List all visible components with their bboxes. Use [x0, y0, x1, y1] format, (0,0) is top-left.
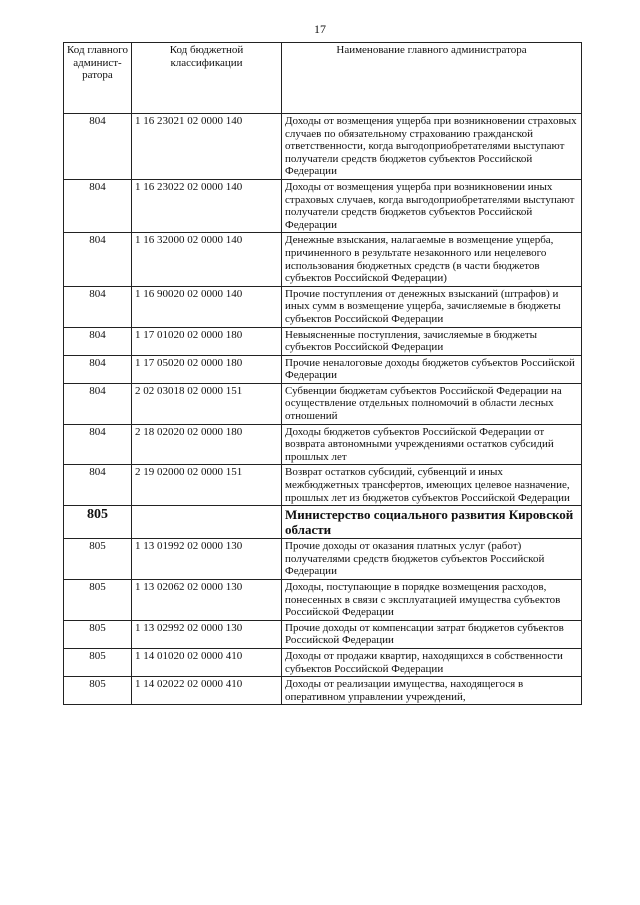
admin-name-cell: Доходы бюджетов субъектов Российской Федерации от возврата автономными учреждениями остатков субсидий прошлых лет: [282, 424, 582, 465]
table-row: [64, 233, 582, 286]
table-row: [64, 677, 582, 705]
admin-code-cell: 804: [64, 327, 132, 355]
admin-code-cell: 805: [64, 506, 132, 539]
admin-name-cell: Доходы, поступающие в порядке возмещения расходов, понесенных в связи с эксплуатацией имущества субъектов Российской Федерации: [282, 580, 582, 621]
table-row: [64, 355, 582, 383]
budget-code-cell: 1 14 01020 02 0000 410: [132, 648, 282, 676]
table-row: [64, 539, 582, 580]
admin-code-cell: 804: [64, 383, 132, 424]
admin-code-cell: 805: [64, 620, 132, 648]
admin-name-cell: Министерство социального развития Кировской области: [282, 506, 582, 539]
admin-code-cell: 804: [64, 233, 132, 286]
admin-name-cell: Невыясненные поступления, зачисляемые в бюджеты субъектов Российской Федерации: [282, 327, 582, 355]
budget-code-cell: 1 13 01992 02 0000 130: [132, 539, 282, 580]
admin-code-cell: 804: [64, 114, 132, 180]
table-row: [64, 465, 582, 506]
budget-code-cell: 1 13 02062 02 0000 130: [132, 580, 282, 621]
table-row: [64, 648, 582, 676]
table-row: [64, 179, 582, 232]
admin-name-cell: Доходы от продажи квартир, находящихся в собственности субъектов Российской Федерации: [282, 648, 582, 676]
budget-code-cell: 1 17 05020 02 0000 180: [132, 355, 282, 383]
admin-name-cell: Денежные взыскания, налагаемые в возмещение ущерба, причиненного в результате незаконного или нецелевого использования бюджетных средств (в части бюджетов субъектов Российской Федерации): [282, 233, 582, 286]
admin-code-cell: 805: [64, 539, 132, 580]
admin-code-cell: 805: [64, 580, 132, 621]
budget-code-cell: 1 13 02992 02 0000 130: [132, 620, 282, 648]
budget-code-cell: 1 16 32000 02 0000 140: [132, 233, 282, 286]
admin-name-cell: Субвенции бюджетам субъектов Российской Федерации на осуществление отдельных полномочий в области лесных отношений: [282, 383, 582, 424]
admin-name-cell: Доходы от реализации имущества, находящегося в оперативном управлении учреждений,: [282, 677, 582, 705]
budget-code-cell: 2 18 02020 02 0000 180: [132, 424, 282, 465]
budget-code-cell: 1 14 02022 02 0000 410: [132, 677, 282, 705]
budget-code-cell: 1 16 23022 02 0000 140: [132, 179, 282, 232]
table-row: [64, 383, 582, 424]
budget-classification-table: [63, 42, 582, 705]
admin-name-cell: Прочие неналоговые доходы бюджетов субъектов Российской Федерации: [282, 355, 582, 383]
budget-code-cell: 2 19 02000 02 0000 151: [132, 465, 282, 506]
admin-code-cell: 804: [64, 179, 132, 232]
table-row: [64, 424, 582, 465]
admin-code-cell: 805: [64, 648, 132, 676]
admin-name-cell: Прочие доходы от компенсации затрат бюджетов субъектов Российской Федерации: [282, 620, 582, 648]
table-header-row: [64, 43, 582, 114]
section-row: [64, 506, 582, 539]
header-admin-name: Наименование главного администратора: [282, 43, 582, 114]
header-admin-code: Код главного админист-ратора: [64, 43, 132, 114]
table-row: [64, 286, 582, 327]
admin-name-cell: Доходы от возмещения ущерба при возникновении страховых случаев по обязательному страхованию гражданской ответственности, когда выгодоприобретателями выступают получатели средств бюджетов субъектов Российской Федерации: [282, 114, 582, 180]
table-row: [64, 620, 582, 648]
admin-name-cell: Прочие доходы от оказания платных услуг (работ) получателями средств бюджетов субъектов Российской Федерации: [282, 539, 582, 580]
budget-code-cell: [132, 506, 282, 539]
table-row: [64, 580, 582, 621]
admin-code-cell: 804: [64, 355, 132, 383]
admin-code-cell: 804: [64, 424, 132, 465]
table-row: [64, 327, 582, 355]
header-budget-code: Код бюджетной классификации: [132, 43, 282, 114]
admin-name-cell: Возврат остатков субсидий, субвенций и иных межбюджетных трансфертов, имеющих целевое назначение, прошлых лет из бюджетов субъектов Российской Федерации: [282, 465, 582, 506]
admin-name-cell: Прочие поступления от денежных взысканий (штрафов) и иных сумм в возмещение ущерба, зачисляемые в бюджеты субъектов Российской Федерации: [282, 286, 582, 327]
page-number: 17: [314, 22, 326, 36]
admin-name-cell: Доходы от возмещения ущерба при возникновении иных страховых случаев, когда выгодоприобретателями выступают получатели средств бюджетов субъектов Российской Федерации: [282, 179, 582, 232]
admin-code-cell: 804: [64, 286, 132, 327]
budget-code-cell: 2 02 03018 02 0000 151: [132, 383, 282, 424]
table-row: [64, 114, 582, 180]
admin-code-cell: 804: [64, 465, 132, 506]
budget-code-cell: 1 16 90020 02 0000 140: [132, 286, 282, 327]
budget-code-cell: 1 17 01020 02 0000 180: [132, 327, 282, 355]
admin-code-cell: 805: [64, 677, 132, 705]
budget-code-cell: 1 16 23021 02 0000 140: [132, 114, 282, 180]
